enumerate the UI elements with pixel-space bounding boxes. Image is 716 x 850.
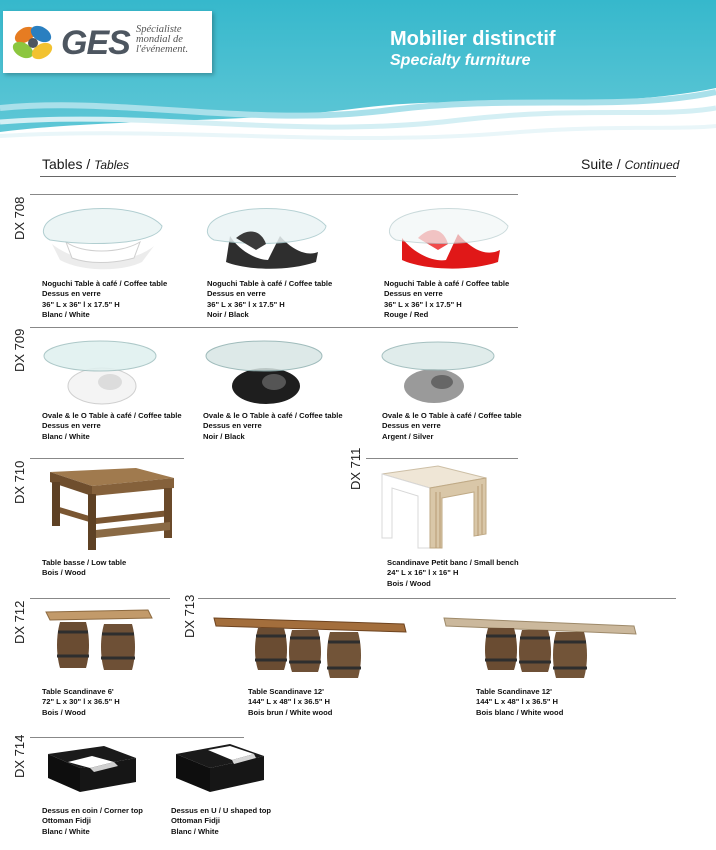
product-caption-scandinave-12-brown: Table Scandinave 12' 144" L x 48" l x 36.5" H Bois brun / White wood <box>248 687 333 717</box>
product-image-scandinave-12-brown <box>212 612 408 684</box>
sku-label-dx713: DX 713 <box>182 594 197 638</box>
product-caption-scandinave-12-white: Table Scandinave 12' 144" L x 48" l x 36.5" H Bois blanc / White wood <box>476 687 564 717</box>
product-image-scandinave-12-white <box>442 612 638 684</box>
product-image-ottoman-corner <box>44 744 140 794</box>
separator-line <box>198 598 676 599</box>
page-title: Mobilier distinctif <box>390 28 556 50</box>
product-caption-small-bench: Scandinave Petit banc / Small bench 24" L x 16" l x 16" H Bois / Wood <box>387 558 519 588</box>
product-image-ovale-black <box>204 336 324 406</box>
separator-line <box>30 194 518 195</box>
product-image-ottoman-u <box>172 742 268 794</box>
separator-line <box>30 458 184 459</box>
product-image-noguchi-black <box>206 202 330 272</box>
separator-line <box>366 458 518 459</box>
section-heading-tables: Tables / Tables <box>42 156 130 172</box>
page-subtitle: Specialty furniture <box>390 52 531 69</box>
section-rule <box>40 176 676 177</box>
ges-flower-icon <box>11 23 57 63</box>
product-caption-low-table: Table basse / Low table Bois / Wood <box>42 558 127 578</box>
sku-label-dx714: DX 714 <box>12 734 27 778</box>
product-image-noguchi-red <box>388 202 512 272</box>
product-caption-ottoman-u: Dessus en U / U shaped top Ottoman Fidji Blanc / White <box>171 806 272 836</box>
product-caption-ovale-black: Ovale & le O Table à café / Coffee table Dessus en verre Noir / Black <box>203 411 343 441</box>
product-caption-noguchi-black: Noguchi Table à café / Coffee table Dessus en verre 36" L x 36" l x 17.5" H Noir / Black <box>207 279 333 320</box>
product-caption-ottoman-corner: Dessus en coin / Corner top Ottoman Fidji Blanc / White <box>42 806 143 836</box>
product-caption-noguchi-red: Noguchi Table à café / Coffee table Dessus en verre 36" L x 36" l x 17.5" H Rouge / Red <box>384 279 510 320</box>
page-header <box>0 0 716 150</box>
sku-label-dx710: DX 710 <box>12 460 27 504</box>
sku-label-dx709: DX 709 <box>12 328 27 372</box>
section-heading-continued: Suite / Continued <box>581 156 680 172</box>
product-image-noguchi-white <box>42 202 166 272</box>
product-caption-scandinave-6: Table Scandinave 6' 72" L x 30" l x 36.5" H Bois / Wood <box>42 687 120 717</box>
product-image-low-table <box>40 466 176 554</box>
separator-line <box>30 737 244 738</box>
product-image-small-bench <box>378 464 490 550</box>
separator-line <box>30 598 170 599</box>
sku-label-dx711: DX 711 <box>348 447 363 490</box>
sku-label-dx708: DX 708 <box>12 196 27 240</box>
separator-line <box>30 327 518 328</box>
product-caption-noguchi-white: Noguchi Table à café / Coffee table Dessus en verre 36" L x 36" l x 17.5" H Blanc / White <box>42 279 168 320</box>
product-image-scandinave-6 <box>42 606 154 676</box>
product-image-ovale-white <box>42 336 158 406</box>
product-image-ovale-silver <box>380 336 496 406</box>
sku-label-dx712: DX 712 <box>12 600 27 644</box>
logo-wordmark: GES <box>61 24 130 62</box>
product-caption-ovale-silver: Ovale & le O Table à café / Coffee table Dessus en verre Argent / Silver <box>382 411 522 441</box>
product-caption-ovale-white: Ovale & le O Table à café / Coffee table Dessus en verre Blanc / White <box>42 411 182 441</box>
ges-logo <box>3 11 212 73</box>
logo-tagline: Spécialiste mondial de l'événement. <box>136 24 189 55</box>
